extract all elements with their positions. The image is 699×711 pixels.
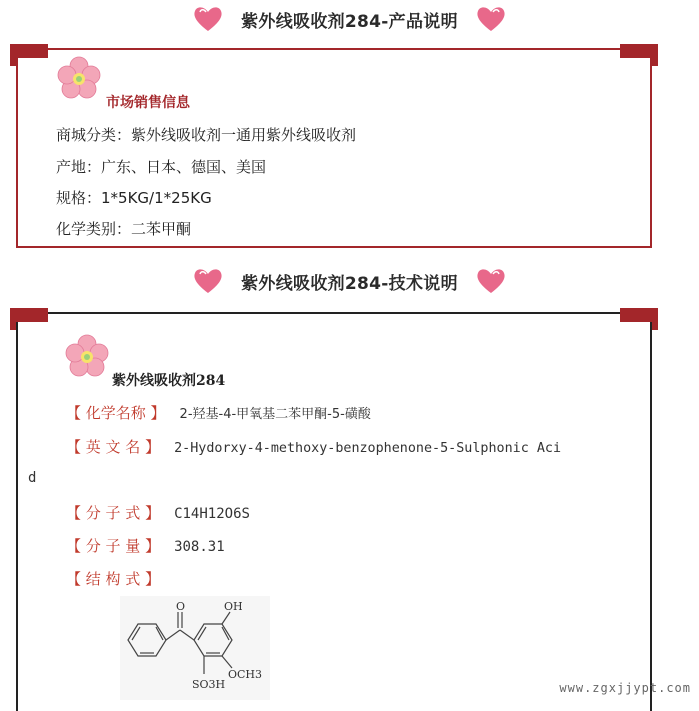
weight-value: 308.31 — [174, 539, 225, 555]
section-title-product — [0, 2, 699, 36]
english-name-row — [66, 436, 561, 457]
corner-decoration — [10, 44, 48, 58]
heart-icon — [474, 4, 508, 34]
watermark: www.zgxjjypt.com — [559, 681, 691, 695]
flower-icon — [56, 56, 102, 102]
section-title-text: 紫外线吸收剂284-技术说明 — [241, 273, 458, 294]
market-heading: 市场销售信息 — [106, 95, 190, 111]
structure-row — [66, 568, 160, 589]
structure-oh: OH — [224, 600, 243, 613]
structure-so3h: SO3H — [192, 678, 226, 691]
chemical-name-row — [66, 402, 371, 423]
chemical-name-value: 2-羟基-4-甲氧基二苯甲酮-5-磺酸 — [179, 407, 371, 422]
corner-decoration — [10, 308, 48, 322]
corner-decoration — [620, 44, 658, 58]
market-line-spec: 规格：1*5KG/1*25KG — [56, 189, 212, 207]
english-name-label: 【 英 文 名 】 — [66, 438, 161, 456]
heart-icon — [474, 266, 508, 296]
section-title-tech — [0, 264, 699, 298]
structure-label: 【 结 构 式 】 — [66, 570, 161, 588]
chemical-name-label: 【 化学名称 】 — [66, 404, 166, 422]
structure-diagram — [120, 596, 270, 700]
tech-heading: 紫外线吸收剂284 — [112, 373, 226, 389]
weight-label: 【 分 子 量 】 — [66, 537, 161, 555]
market-line-type: 化学类别：二苯甲酮 — [56, 220, 192, 238]
formula-value: C14H12O6S — [174, 506, 250, 522]
structure-och3: OCH3 — [228, 668, 263, 681]
english-name-value: 2-Hydorxy-4-methoxy-benzophenone-5-Sulphonic Aci — [174, 441, 562, 456]
formula-label: 【 分 子 式 】 — [66, 504, 161, 522]
structure-o: O — [176, 600, 186, 613]
section-title-text: 紫外线吸收剂284-产品说明 — [241, 11, 458, 32]
corner-decoration — [620, 308, 658, 322]
market-line-category: 商城分类：紫外线吸收剂一通用紫外线吸收剂 — [56, 126, 357, 144]
heart-icon — [191, 4, 225, 34]
flower-icon — [64, 334, 110, 380]
english-name-wrap: d — [28, 470, 37, 486]
formula-row — [66, 502, 250, 523]
market-line-origin: 产地：广东、日本、德国、美国 — [56, 158, 267, 176]
heart-icon — [191, 266, 225, 296]
weight-row — [66, 535, 225, 556]
